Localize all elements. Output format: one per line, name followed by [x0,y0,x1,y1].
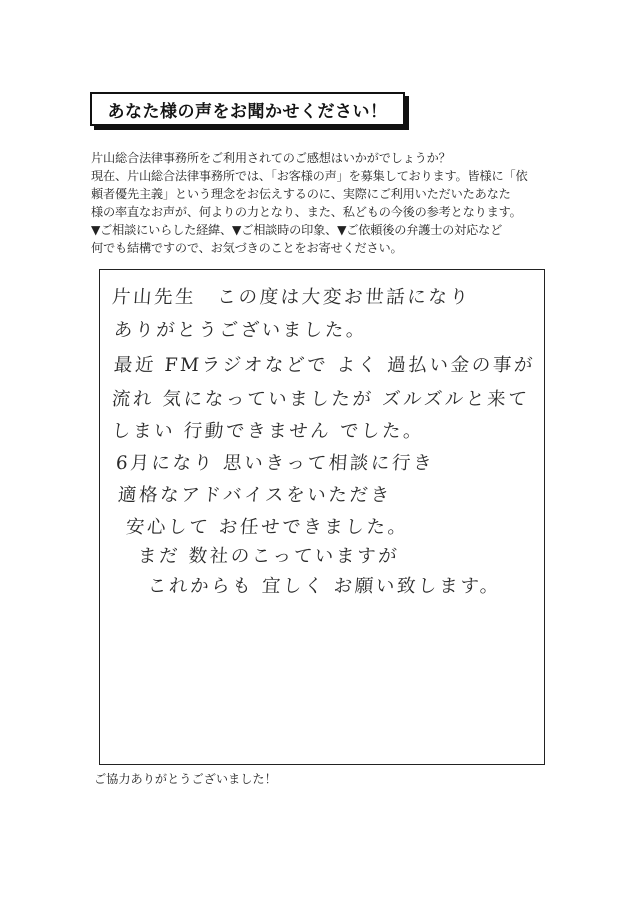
letter-line: しまい 行動できません でした。 [111,421,426,442]
intro-line: ▼ご相談にいらした経緯、▼ご相談時の印象、▼ご依頼後の弁護士の対応など [91,223,503,237]
letter-line: 最近 FMラジオなどで よく 過払い金の事が [113,355,536,376]
thanks-note: ご協力ありがとうございました！ [94,772,277,786]
intro-line: 様の率直なお声が、何よりの力となり、また、私どもの今後の参考となります。 [91,205,522,219]
intro-paragraph [91,149,561,257]
letter-line: 6月になり 思いきって相談に行き [115,453,435,474]
intro-line: 現在、片山総合法律事務所では、「お客様の声」を募集しております。皆様に「依 [91,169,528,183]
title-banner [90,92,405,126]
letter-line: 適格なアドバイスをいただき [117,485,393,506]
letter-line: 流れ 気になっていましたが ズルズルと来て [111,389,530,410]
letter-line: まだ 数社のこっていますが [137,546,400,567]
letter-line: ありがとうございました。 [113,320,368,341]
intro-line: 何でも結構ですので、お気づきのことをお寄せください。 [91,241,403,255]
letter-line: 安心して お任せできました。 [125,517,410,538]
intro-line: 片山総合法律事務所をご利用されてのご感想はいかがでしょうか？ [91,151,451,165]
intro-line: 頼者優先主義」という理念をお伝えするのに、実際にご利用いただいたあなた [91,187,511,201]
page-title: あなた様の声をお聞かせください！ [107,101,388,122]
letter-line: これからも 宜しく お願い致します。 [147,576,502,597]
letter-line: 片山先生 この度は大変お世話になり [111,287,472,308]
